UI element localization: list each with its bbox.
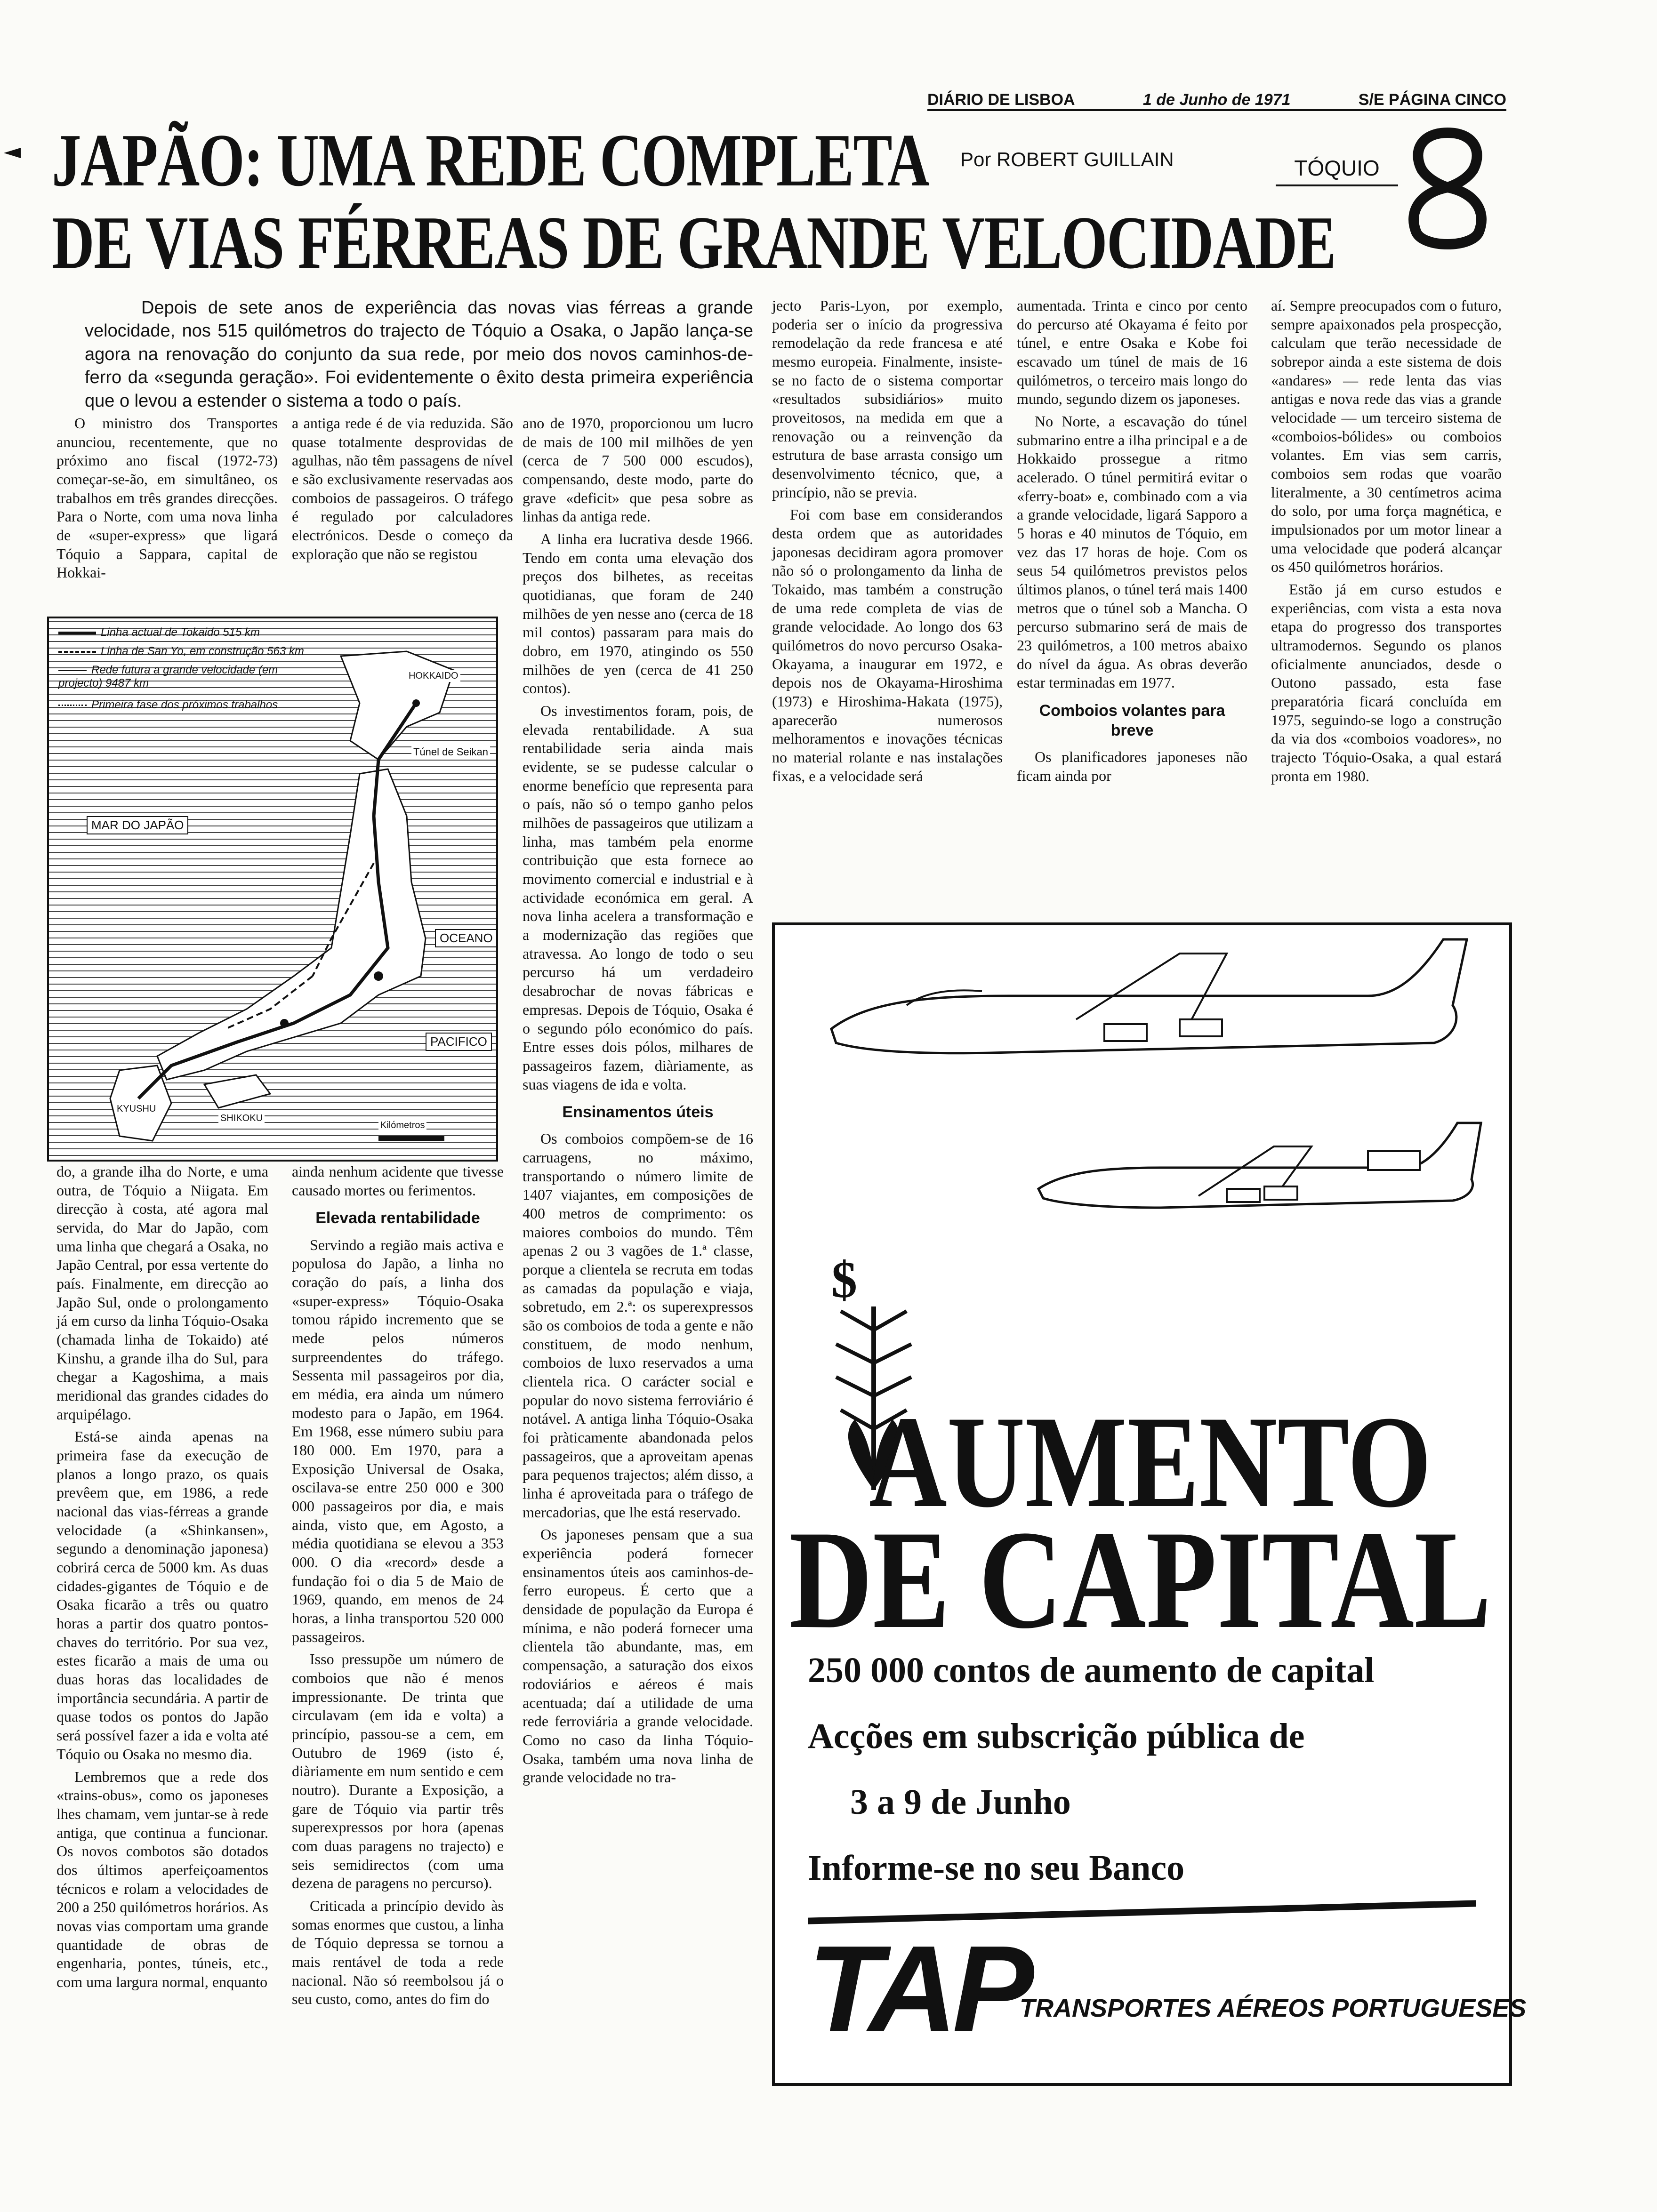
subheading: Ensinamentos úteis <box>562 1103 714 1122</box>
paragraph: Lembremos que a rede dos «trains-obus», como os japoneses lhes chamam, vem juntar-se à rede antiga, que continua a funcionar. Os novos combotos são dotados dos últimos aperfeiçoamentos técnicos e rolam a velocidades de 200 a 250 quilómetros horários. As novas vias comportam uma grande quantidade de obras de engenharia, pontes, túneis, etc., com uma largura normal, enquanto <box>56 1768 268 1990</box>
article-column-6 <box>1271 297 1502 789</box>
page-number-badge <box>1403 127 1492 259</box>
paragraph: Os planificadores japoneses não ficam ainda por <box>1017 748 1247 785</box>
paragraph: ano de 1970, proporcionou um lucro de mais de 100 mil milhões de yen (cerca de 7 500 000 escudos), compensando, deste modo, parte do grave «deficit» que pesa sobre as linhas da antiga rede. <box>523 415 753 525</box>
article-column-1b <box>56 1162 268 1996</box>
paragraph: Isso pressupõe um número de comboios que não é menos impressionante. De trinta que circulavam (em ida e volta) a princípio, passou-se a cem, em Outubro de 1969 (isto é, diàriamente em num sentido e cem noutro). Durante a Exposição, a gare de Tóquio via partir três superexpressos por hora (apenas com duas paragens no trajecto) e seis semidirectos (com uma dezena de paragens no percurso). <box>292 1651 504 1892</box>
legend-first-phase: Primeira fase dos próximos trabalhos <box>91 698 278 711</box>
ad-subscription: Acções em subscrição pública de <box>808 1716 1305 1756</box>
label-scale: Kilómetros <box>378 1120 426 1131</box>
article-column-5 <box>1017 297 1247 789</box>
byline: Por ROBERT GUILLAIN <box>960 148 1174 170</box>
tap-advertisement <box>772 922 1527 2086</box>
legend-sanyo-line: Linha de San Yo, em construção 563 km <box>101 645 304 657</box>
paragraph: A linha era lucrativa desde 1966. Tendo em conta uma elevação dos preços dos bilhetes, as receitas quotidianas, que foram de 240 milhões de yen nesse ano (cerca de 18 mil contos) passaram para mais do dobro, em 1970, atingindo os 550 milhões de yen (cerca de 41 250 contos). <box>523 530 753 697</box>
label-kyushu: KYUSHU <box>115 1103 158 1115</box>
article-column-1a <box>56 414 278 586</box>
paragraph: ainda nenhum acidente que tivesse causado mortes ou ferimentos. <box>292 1163 504 1199</box>
paragraph: aí. Sempre preocupados com o futuro, sempre apaixonados pela prospecção, calculam que terão necessidade de sobrepor ainda a este sistema de dois «andares» — rede lenta das vias antigas e nova rede das vias a grande velocidade — um terceiro sistema de «comboios-bólides» ou comboios volantes. Em vias sem carris, comboios sem rodas que voarão literalmente, a 30 centímetros acima do solo, por uma força magnética, e impulsionados por um motor linear a uma velocidade que poderá alcançar os 450 quilómetros horários. <box>1271 297 1502 576</box>
headline-line-2: DE VIAS FÉRREAS DE GRANDE VELOCIDADE <box>52 200 1335 284</box>
tap-logo: TAP <box>808 1921 1030 2057</box>
ad-headline-1: AUMENTO <box>869 1388 1432 1535</box>
label-ocean: OCEANO <box>435 929 498 947</box>
dateline: TÓQUIO <box>1276 155 1398 186</box>
paragraph: Os japoneses pensam que a sua experiência poderá fornecer ensinamentos úteis aos caminhos-de-ferro europeus. É certo que a densidade de população da Europa é mínima, e não poderá fornecer uma clientela tão abundante, mas, em compensação, a saturação dos eixos rodoviários e aéreos é mais acentuada; daí a utilidade de uma rede ferroviária a grande velocidade. Como no caso da linha Tóquio-Osaka, também uma nova linha de grande velocidade no tra- <box>523 1526 753 1786</box>
paragraph: Foi com base em considerandos desta ordem que as autoridades japonesas decidiram agora promover não só o prolongamento da linha de Tokaido, mas também a construção de uma rede completa de vias de grande velocidade. Ao longo dos 63 quilómetros do novo percurso Osaka-Okayama, a inaugurar em 1972, e depois nos de Okayama-Hiroshima (1973) e Hiroshima-Hakata (1975), aparecerão numerosos melhoramentos e inovações técnicas no material rolante e nas instalações fixas, e a velocidade será <box>772 506 1003 785</box>
article-column-4 <box>772 297 1003 789</box>
article-column-3 <box>523 414 753 1791</box>
label-hokkaido: HOKKAIDO <box>407 670 460 682</box>
svg-text:$: $ <box>831 1255 857 1308</box>
paragraph: Servindo a região mais activa e populosa do Japão, a linha no coração do país, a linha dos «super-express» Tóquio-Osaka tomou rápido incremento que se mede pelos números surpreendentes do tráfego. Sessenta mil passageiros por dia, em média, era ainda um número modesto para o Japão, em 1964. Em 1968, esse número subiu para 180 000. Em 1970, para a Exposição Universal de Osaka, oscilava-se entre 250 000 e 300 000 passageiros por dia, e mais ainda, visto que, em Agosto, a média quotidiana se elevou a 353 000. O dia «record» desde a fundação foi o dia 5 de Maio de 1969, quando, em menos de 24 horas, a linha transportou 520 000 passageiros. <box>292 1236 504 1645</box>
paragraph: aumentada. Trinta e cinco por cento do percurso até Okayama é feito por túnel, e entre Osaka e Kobe foi escavado um túnel de mais de 16 quilómetros, o terceiro mais longo do mundo, segundo dizem os japoneses. <box>1017 297 1247 408</box>
label-sea-of-japan: MAR DO JAPÃO <box>87 816 188 834</box>
legend-swatch-current <box>58 632 96 634</box>
subheading: Elevada rentabilidade <box>315 1209 480 1227</box>
paragraph: Estão já em curso estudos e experiências, com vista a esta nova etapa do progresso dos transportes ultramodernos. Segundo os planos oficialmente anunciados, desde o Outono passado, esta fase preparatória ficará concluída em 1975, seguindo-se logo a construção da via dos «comboios voadores», no trajecto Tóquio-Osaka, a qual estará pronta em 1980. <box>1271 581 1502 785</box>
paragraph: Está-se ainda apenas na primeira fase da execução de planos a longo prazo, os quais prevêem que, em 1986, a rede nacional das vias-férreas a grande velocidade (a «Shinkansen», segundo a denominação japonesa) cobrirá cerca de 5000 km. As duas cidades-gigantes de Tóquio e de Osaka ficarão a três ou quatro horas a partir dos quatro pontos-chaves do território. Por sua vez, estes ficarão a mais de uma ou duas horas das localidades de importância secundária. A partir de quase todos os pontos do Japão será possível fazer a ida e volta até Tóquio ou Osaka no mesmo dia. <box>56 1428 268 1763</box>
japan-rail-map <box>47 617 498 1162</box>
paragraph: do, a grande ilha do Norte, e uma outra, de Tóquio a Niigata. Em direcção à costa, até agora mal servida, do Mar do Japão, com uma linha que chegará a Osaka, no Japão Central, por essa vertente do país. Finalmente, em direcção ao Japão Sul, onde o prolongamento já em curso da linha Tóquio-Osaka (chamada linha de Tokaido) até Kinshu, a grande ilha do Sul, para chegar a Kagoshima, a mais meridional das grandes cidades do arquipélago. <box>56 1163 268 1423</box>
issue-date: 1 de Junho de 1971 <box>1142 91 1291 109</box>
masthead <box>927 85 1506 111</box>
article-column-2b <box>292 1162 504 2012</box>
ad-capital-amount: 250 000 contos de aumento de capital <box>808 1651 1375 1690</box>
label-pacific: PACIFICO <box>426 1033 492 1051</box>
margin-arrow-icon <box>4 146 23 160</box>
label-shikoku: SHIKOKU <box>218 1113 265 1124</box>
legend-swatch-sanyo <box>58 651 96 653</box>
paragraph: Os comboios compõem-se de 16 carruagens, no máximo, transportando o número limite de 1407 viajantes, em composições de 400 metros de comprimento: os maiores comboios do mundo. Têm apenas 2 ou 3 vagões de 1.ª classe, porque a clientela se recruta em todas as camadas da população e viaja, sobretudo, em 2.ª: os superexpressos são os comboios de toda a gente e não constituem, de modo nenhum, comboios de luxo reservados a uma clientela rica. O carácter social e popular do novo sistema ferroviário é notável. A antiga linha Tóquio-Osaka foi pràticamente abandonada pelos passageiros, que a aproveitam apenas para pequenos trajectos; além disso, a linha é aproveitada para o tráfego de mercadorias, que lhe está reservado. <box>523 1130 753 1521</box>
subheading: Comboios volantes para breve <box>1039 702 1225 740</box>
paragraph: jecto Paris-Lyon, por exemplo, poderia ser o início da progressiva remodelação da rede francesa e até mesmo europeia. Finalmente, insiste-se no facto de o sistema comportar «resultados subsidiários» muito proveitosos, na medida em que a renovação ou a reinvenção da estrutura de base arrasta consigo um desenvolvimento técnico, que, a princípio, não se previa. <box>772 297 1003 501</box>
paragraph: O ministro dos Transportes anunciou, recentemente, que no próximo ano fiscal (1972-73) começar-se-ão, em simultâneo, os trabalhos em três grandes direcções. Para o Norte, com uma nova linha de «super-express» que ligará Tóquio a Sappara, capital de Hokkai- <box>56 415 278 581</box>
ad-headline-2: DE CAPITAL <box>789 1501 1492 1658</box>
legend-current-line: Linha actual de Tokaido 515 km <box>101 626 260 639</box>
tap-company-name: TRANSPORTES AÉREOS PORTUGUESES <box>1020 1994 1527 2022</box>
lead-paragraph: Depois de sete anos de experiência das novas vias férreas a grande velocidade, nos 515 quilómetros do trajecto de Tóquio a Osaka, o Japão lança-se agora na renovação do conjunto da sua rede, por meio dos novos caminhos-de-ferro da «segunda geração». Foi evidentemente o êxito desta primeira experiência que o levou a estender o sistema a todo o país. <box>85 298 753 411</box>
headline-line-1: JAPÃO: UMA REDE COMPLETA <box>52 118 929 202</box>
ad-bank-info: Informe-se no seu Banco <box>808 1848 1185 1888</box>
legend-future-network: Rede futura a grande velocidade (em projecto) 9487 km <box>58 664 278 689</box>
paragraph: Os investimentos foram, pois, de elevada rentabilidade. A sua rentabilidade seria ainda mais evidente, se se pudesse calcular o enorme benefício que representa para o país, não só o tempo ganho pelos milhões de passageiros que utilizam a linha, mas também pela enorme contribuição que esta fornece ao movimento comercial e industrial e à actividade económica em geral. A nova linha acelera a transformação e a modernização das regiões que atravessa. Ao longo de todo o seu percurso há um verdadeiro desabrochar de novas fábricas e empresas. Depois de Tóquio, Osaka é o segundo pólo económico do país. Entre esses dois pólos, milhares de passageiros fazem, diàriamente, as suas viagens de ida e volta. <box>523 702 753 1093</box>
page-number: S/E PÁGINA CINCO <box>1358 91 1506 109</box>
paragraph: No Norte, a escavação do túnel submarino entre a ilha principal e a de Hokkaido prossegue a ritmo acelerado. O túnel permitirá evitar o «ferry-boat» e, combinado com a via a grande velocidade, ligará Sapporo a 5 horas e 40 minutos de Tóquio, em vez das 17 horas de hoje. Com os seus 54 quilómetros previstos pelos últimos planos, o túnel terá mais 1400 metros que o túnel sob a Mancha. O percurso submarino será de mais de 23 quilómetros, a 100 metros abaixo do nível da água. As obras deverão estar terminadas em 1977. <box>1017 413 1247 691</box>
legend-swatch-first-phase <box>58 705 87 706</box>
ad-dates: 3 a 9 de Junho <box>850 1782 1071 1822</box>
paragraph: Criticada a princípio devido às somas enormes que custou, a linha de Tóquio depressa se tornou a mais rentável de toda a rede nacional. Não só reembolsou já o seu custo, como, antes do fim do <box>292 1897 504 2008</box>
airplane-illustration <box>775 925 1509 1255</box>
legend-swatch-future <box>58 670 87 671</box>
label-seikan-tunnel: Túnel de Seikan <box>411 745 490 759</box>
paragraph: a antiga rede é de via reduzida. São quase totalmente desprovidas de agulhas, não têm passagens de nível e são exclusivamente reservadas aos comboios de passageiros. O tráfego é regulado por calculadores electrónicos. Desde o começo da exploração que não se registou <box>292 415 513 562</box>
newspaper-name: DIÁRIO DE LISBOA <box>927 91 1075 109</box>
article-column-2a <box>292 414 513 567</box>
